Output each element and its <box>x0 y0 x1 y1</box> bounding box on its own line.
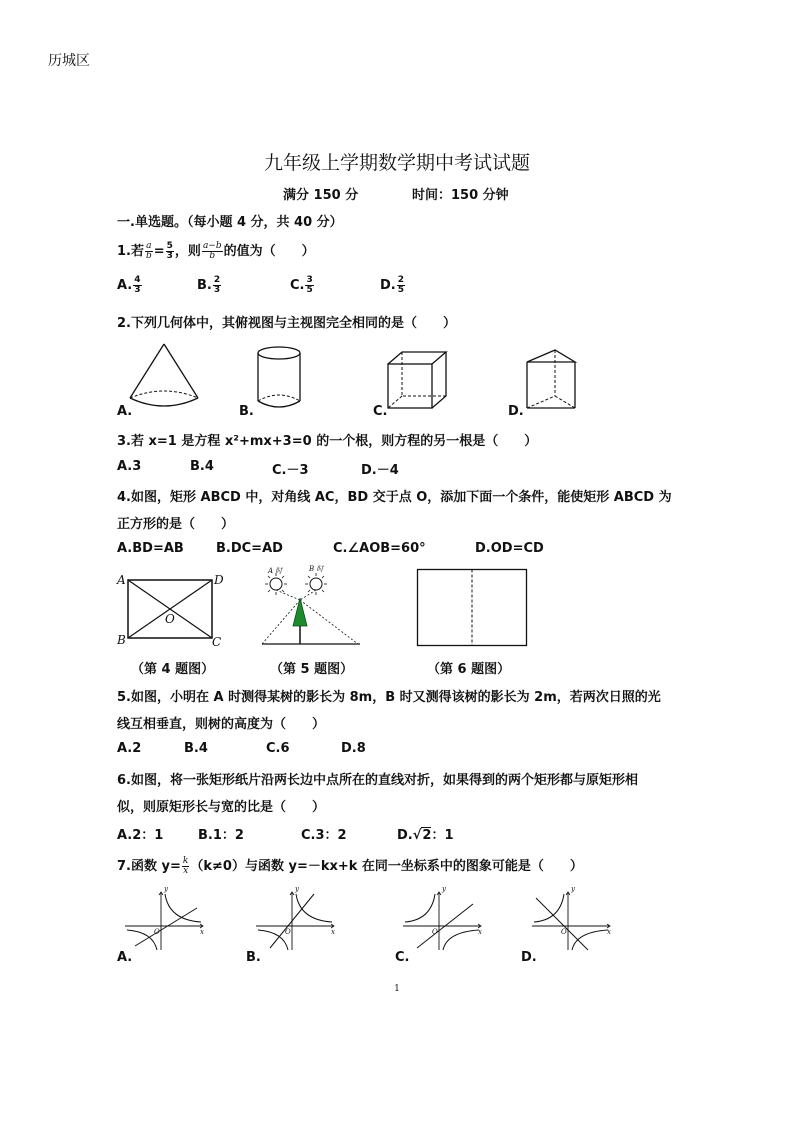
label-o: O <box>165 612 175 626</box>
sun-a-icon <box>265 573 287 595</box>
graph-a-y-label: y <box>164 885 168 893</box>
question-3: 3.若 x=1 是方程 x²+mx+3=0 的一个根，则方程的另一根是（ ） <box>117 434 538 449</box>
question-5-line1: 5.如图，小明在 A 时测得某树的影长为 8m，B 时又测得该树的影长为 2m，若两次日照的光 <box>117 690 661 705</box>
figure-6-caption: （第 6 题图） <box>427 662 511 677</box>
q6-option-a: A.2：1 <box>117 828 164 843</box>
q1-option-a: A. $\frac{4}{3}$ <box>117 275 141 295</box>
graph-b <box>256 890 338 952</box>
fraction-expression: $\frac{a-b}{b}$ <box>202 241 222 261</box>
section-heading: 一.单选题。（每小题 4 分，共 40 分） <box>117 215 343 230</box>
graph-d-origin: O <box>561 928 567 936</box>
graph-b-y-label: y <box>295 885 299 893</box>
tree-shadow-figure <box>262 568 362 646</box>
q1-option-b: B. $\frac{2}{3}$ <box>197 275 221 295</box>
district-label: 历城区 <box>48 53 90 69</box>
question-6-line1: 6.如图，将一张矩形纸片沿两长边中点所在的直线对折，如果得到的两个矩形都与原矩形相 <box>117 773 638 788</box>
graph-d-x-label: x <box>607 928 611 936</box>
prism-figure <box>525 348 577 412</box>
graph-b-origin: O <box>285 928 291 936</box>
q5-option-c: C.6 <box>266 741 290 756</box>
graph-a-origin: O <box>154 928 160 936</box>
q4-option-d: D.OD=CD <box>475 541 544 556</box>
graph-a-x-label: x <box>200 928 204 936</box>
q1-option-c: C. $\frac{3}{5}$ <box>290 275 313 295</box>
q2-option-a: A. <box>117 404 133 419</box>
page-number: 1 <box>394 984 400 994</box>
label-d: D <box>214 573 224 587</box>
folded-paper-figure <box>417 569 527 647</box>
fraction-5-3: $\frac{5}{3}$ <box>166 241 173 261</box>
fraction-a-over-b: $\frac{a}{b}$ <box>145 241 152 261</box>
q4-option-a: A.BD=AB <box>117 541 184 556</box>
question-6-line2: 似，则原矩形长与宽的比是（ ） <box>117 800 326 815</box>
page-title: 九年级上学期数学期中考试试题 <box>263 152 530 174</box>
q2-option-b: B. <box>239 404 254 419</box>
question-4-line2: 正方形的是（ ） <box>117 517 235 532</box>
label-a: A <box>117 573 126 587</box>
score-info: 满分 150 分 <box>283 188 359 203</box>
figure-4-caption: （第 4 题图） <box>131 662 215 677</box>
graph-d-y-label: y <box>571 885 575 893</box>
graph-c-x-label: x <box>478 928 482 936</box>
rectangle-abcd-figure <box>128 580 212 638</box>
question-4-line1: 4.如图，矩形 ABCD 中，对角线 AC，BD 交于点 O，添加下面一个条件，能使矩形 ABCD 为 <box>117 490 672 505</box>
question-5-line2: 线互相垂直，则树的高度为（ ） <box>117 717 326 732</box>
graph-c <box>403 890 485 952</box>
label-b: B <box>117 633 126 647</box>
graph-c-y-label: y <box>442 885 446 893</box>
graph-d <box>532 890 614 952</box>
q2-option-d: D. <box>508 404 524 419</box>
q5-option-a: A.2 <box>117 741 142 756</box>
q7-option-b: B. <box>246 950 261 965</box>
q7-option-c: C. <box>395 950 410 965</box>
tree-icon <box>293 598 307 626</box>
q3-option-c: C.－3 <box>272 463 309 478</box>
q4-option-c: C.∠AOB=60° <box>333 541 426 556</box>
question-1: 1.若 $\frac{a}{b}$ = $\frac{5}{3}$ ，则 $\frac{a-b}{b}$ 的值为（ ） <box>117 241 315 261</box>
label-c: C <box>212 635 222 649</box>
cube-figure <box>386 350 448 410</box>
q6-option-c: C.3：2 <box>301 828 347 843</box>
sun-a-label: A 时 <box>268 567 283 575</box>
q5-option-b: B.4 <box>184 741 208 756</box>
q3-option-d: D.－4 <box>361 463 399 478</box>
sun-b-icon <box>305 573 327 595</box>
q3-option-a: A.3 <box>117 459 142 474</box>
q2-option-c: C. <box>373 404 388 419</box>
graph-b-x-label: x <box>331 928 335 936</box>
q5-option-d: D.8 <box>341 741 366 756</box>
cylinder-figure <box>256 345 302 411</box>
sqrt-icon: √ <box>412 828 422 843</box>
question-7: 7.函数 y= $\frac{k}{x}$ （k≠0）与函数 y=－kx+k 在同一坐标系中的图象可能是（ ） <box>117 856 583 876</box>
q6-option-b: B.1：2 <box>198 828 244 843</box>
q3-option-b: B.4 <box>190 459 214 474</box>
graph-c-origin: O <box>432 928 438 936</box>
q6-option-d: D.√2：1 <box>397 828 454 843</box>
q4-option-b: B.DC=AD <box>216 541 283 556</box>
q7-option-d: D. <box>521 950 537 965</box>
sun-b-label: B 时 <box>309 565 324 573</box>
time-info: 时间：150 分钟 <box>412 188 509 203</box>
q1-option-d: D. $\frac{2}{5}$ <box>380 275 404 295</box>
question-2: 2.下列几何体中，其俯视图与主视图完全相同的是（ ） <box>117 316 456 331</box>
figure-5-caption: （第 5 题图） <box>270 662 354 677</box>
q7-option-a: A. <box>117 950 133 965</box>
cone-figure <box>128 342 200 412</box>
graph-a <box>125 890 207 952</box>
